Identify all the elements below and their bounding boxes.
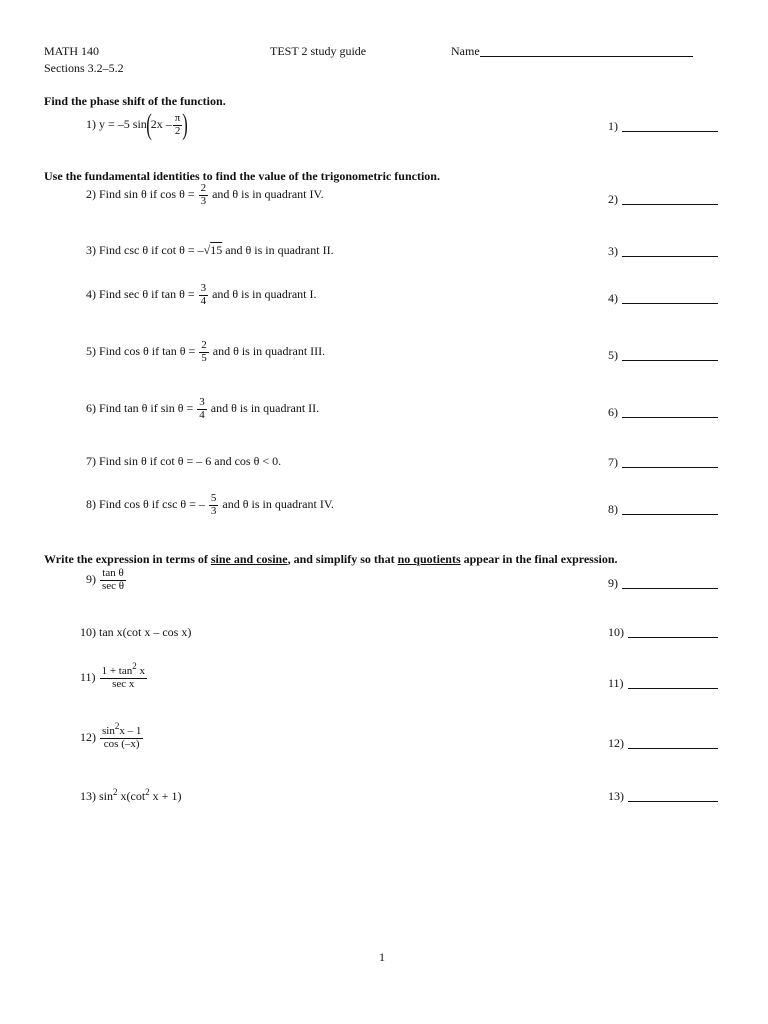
answer-blank-12[interactable]: 12) [608, 736, 718, 751]
answer-blank-2[interactable]: 2) [608, 192, 718, 207]
answer-blank-4[interactable]: 4) [608, 291, 718, 306]
name-field[interactable] [451, 44, 693, 59]
problem-5: 5) Find cos θ if tan θ = $\frac{2}{5}$ and θ is in quadrant III. [86, 339, 326, 364]
problem-9: 9) $\frac{\text{tan θ}}{\text{sec θ}}$ [86, 567, 125, 592]
problem-4: 4) Find sec θ if tan θ = $\frac{3}{4}$ and θ is in quadrant I. [86, 282, 317, 307]
instruction-simplify: Write the expression in terms of sine and cosine, and simplify so that no quotients appear in the final expression. [44, 552, 618, 566]
problem-6: 6) Find tan θ if sin θ = $\frac{3}{4}$ and θ is in quadrant II. [86, 396, 320, 421]
problem-12: 12) $\frac{\sin^2x - 1}{\cos (-x)}$ [80, 721, 142, 750]
course-label: MATH 140 [44, 44, 100, 58]
answer-blank-6[interactable]: 6) [608, 405, 718, 420]
answer-blank-10[interactable]: 10) [608, 625, 718, 640]
name-line[interactable] [480, 56, 693, 57]
sections-label: Sections 3.2–5.2 [44, 61, 124, 75]
answer-blank-5[interactable]: 5) [608, 348, 718, 363]
answer-blank-11[interactable]: 11) [608, 676, 718, 691]
page-number: 1 [379, 950, 385, 964]
problem-1: 1) y = –5 sin(2x – $\frac{\pi}{2}$ ) [86, 108, 189, 141]
answer-blank-13[interactable]: 13) [608, 789, 718, 804]
instruction-identities: Use the fundamental identities to find the value of the trigonometric function. [44, 169, 440, 183]
answer-blank-8[interactable]: 8) [608, 502, 718, 517]
problem-11: 11) $\frac{1 + \tan^2 x}{\text{sec x}}$ [80, 661, 145, 690]
answer-blank-1[interactable]: 1) [608, 119, 718, 134]
problem-13: 13) $\sin^2 x(\cot^2$ x + 1) [80, 787, 182, 803]
problem-3: 3) Find csc θ if cot θ = –√15 and θ is in quadrant II. [86, 243, 334, 257]
problem-7: 7) Find sin θ if cot θ = – 6 and cos θ < 0. [86, 454, 282, 468]
problem-10: 10) tan x(cot x – cos x) [80, 625, 192, 639]
problem-8: 8) Find cos θ if csc θ = – $\frac{5}{3}$ and θ is in quadrant IV. [86, 492, 334, 517]
page-title: TEST 2 study guide [270, 44, 367, 58]
name-label: Name [451, 44, 480, 58]
problem-2: 2) Find sin θ if cos θ = $\frac{2}{3}$ and θ is in quadrant IV. [86, 182, 324, 207]
answer-blank-7[interactable]: 7) [608, 455, 718, 470]
instruction-phase-shift: Find the phase shift of the function. [44, 94, 226, 108]
answer-blank-3[interactable]: 3) [608, 244, 718, 259]
answer-blank-9[interactable]: 9) [608, 576, 718, 591]
